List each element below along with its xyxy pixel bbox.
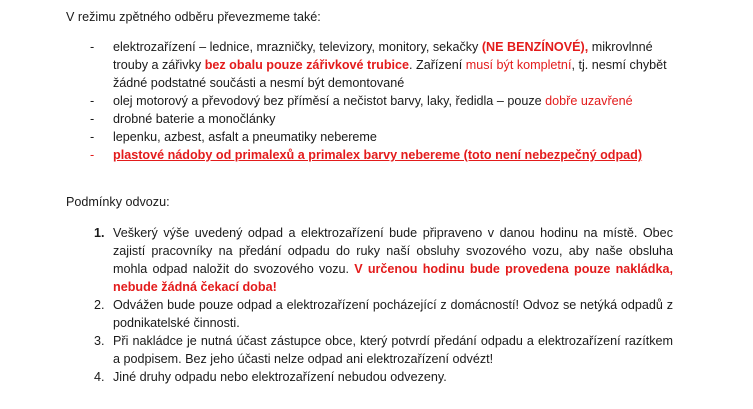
list-item [0,110,673,128]
list-number: 2. [94,298,105,312]
list-item [0,38,673,92]
conditions-list [0,224,753,386]
item-text: , tj. nesmí chybět žádné podstatné součásti a nesmí být demontované [113,58,667,90]
list-marker: - [90,112,95,126]
conditions-heading: Podmínky odvozu: [66,195,170,209]
list-item [0,224,673,296]
item-text: drobné baterie a monočlánky [113,112,276,126]
item-warning: plastové nádoby od primalexů a primalex barvy nebereme (toto není nebezpečný odpad) [113,148,643,162]
list-item [0,368,673,386]
list-item [0,332,673,368]
intro-heading: V režimu zpětného odběru převezmeme také: [66,10,321,24]
list-marker: - [90,40,95,54]
item-text: olej motorový a převodový bez příměsí a nečistot barvy, laky, ředidla – pouze [113,94,546,108]
condition-text: Jiné druhy odpadu nebo elektrozařízení nebudou odvezeny. [113,370,447,384]
list-number: 4. [94,370,105,384]
item-text: . Zařízení [409,58,466,72]
list-number: 1. [94,226,105,240]
condition-text: Veškerý výše uvedený odpad a elektrozařízení bude připraveno v danou hodinu na místě. Obec zajistí pracovníky na předání odpadu do ruky naší obsluhy svozového vozu, aby naše obsluha mohla odpad naložit do svozového vozu. [113,226,673,276]
item-text: lepenku, azbest, asfalt a pneumatiky nebereme [113,130,377,144]
condition-text: Při nakládce je nutná účast zástupce obce, který potvrdí předání odpadu a elektrozařízení razítkem a podpisem. Bez jeho účasti nelze odpad ani elektrozařízení odvézt! [113,334,673,366]
list-marker: - [90,130,95,144]
item-text: mikrovlnné trouby a zářivky [113,40,653,72]
condition-text: Odvážen bude pouze odpad a elektrozařízení pocházející z domácností! Odvoz se netýká odpadů z podnikatelské činnosti. [113,298,673,330]
list-item [0,146,673,164]
list-number: 3. [94,334,105,348]
item-text: elektrozařízení – lednice, mrazničky, televizory, monitory, sekačky [113,40,482,54]
list-marker: - [90,148,95,162]
item-warning: dobře uzavřené [545,94,633,108]
list-item [0,128,673,146]
item-warning: musí být kompletní [465,58,572,72]
item-warning: bez obalu pouze zářivkové trubice [204,58,410,72]
list-marker: - [90,94,95,108]
item-warning: (NE BENZÍNOVÉ), [481,40,589,54]
condition-warning: V určenou hodinu bude provedena pouze nakládka, nebude žádná čekací doba! [113,262,673,294]
list-item [0,92,673,110]
accepted-items-list [0,38,753,164]
list-item [0,296,673,332]
